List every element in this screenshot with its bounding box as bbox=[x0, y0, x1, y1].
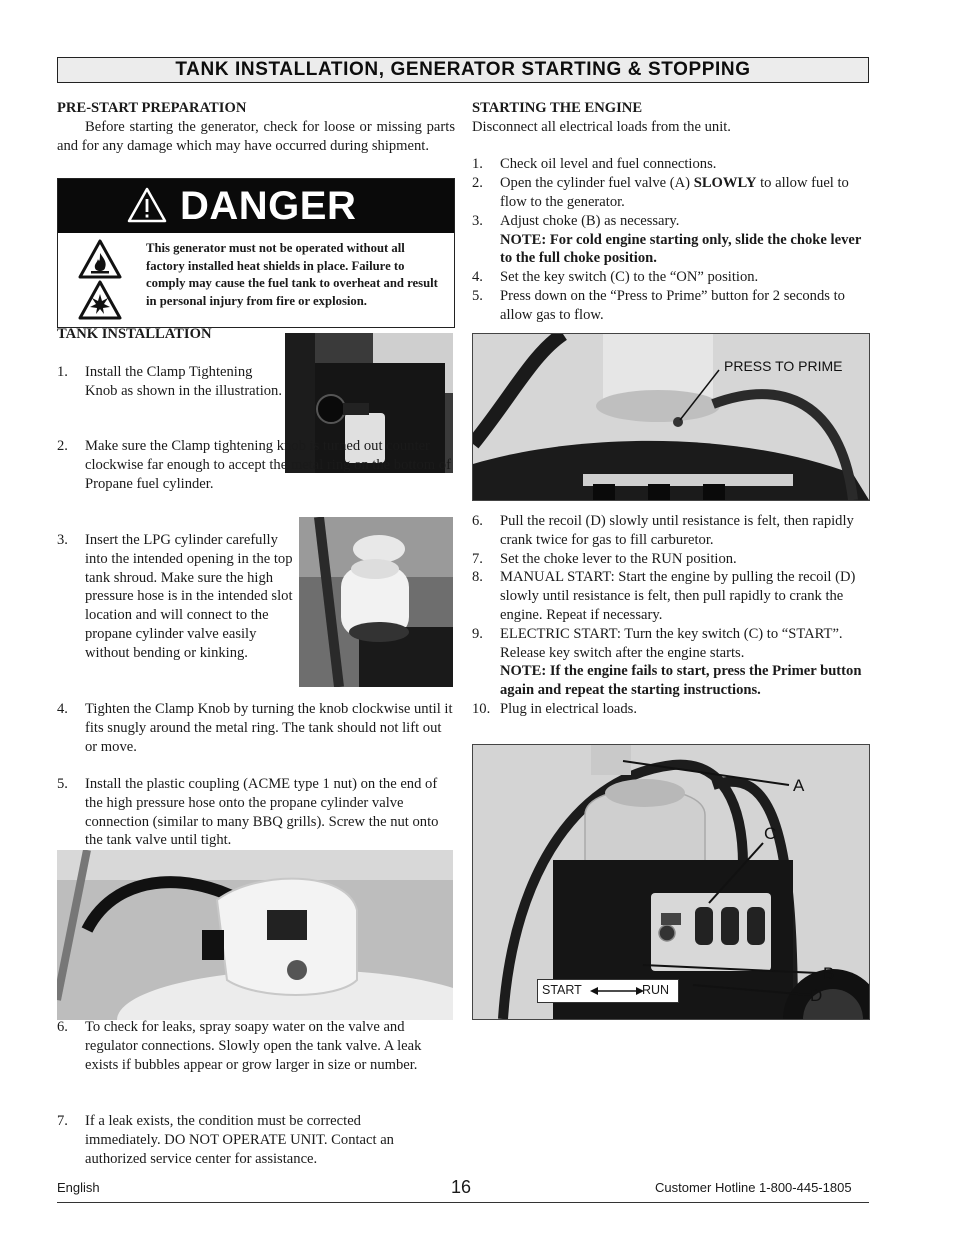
step-text: Set the choke lever to the RUN position. bbox=[500, 550, 737, 567]
prestart-heading: PRE-START PREPARATION bbox=[57, 100, 247, 116]
start-step bbox=[472, 155, 870, 174]
step-number: 8. bbox=[472, 569, 483, 586]
prestart-section bbox=[57, 99, 455, 155]
step-text: Tighten the Clamp Knob by turning the knob clockwise until it fits snugly around the metal ring. The tank should not lift out or move. bbox=[85, 701, 453, 755]
step-number: 5. bbox=[57, 776, 68, 792]
start-step bbox=[472, 287, 870, 325]
section-title-bar bbox=[57, 57, 869, 83]
starting-steps-a bbox=[472, 155, 870, 324]
step-text: If a leak exists, the condition must be corrected immediately. DO NOT OPERATE UNIT. Contact an authorized service center for assistance. bbox=[85, 1113, 394, 1167]
step-number: 6. bbox=[472, 513, 483, 529]
page-title: TANK INSTALLATION, GENERATOR STARTING & STOPPING bbox=[175, 59, 751, 80]
step-text: Adjust choke (B) as necessary. bbox=[500, 212, 680, 229]
start-step bbox=[472, 550, 870, 569]
generator-controls-photo bbox=[472, 744, 870, 1020]
tank-step-2 bbox=[57, 437, 452, 493]
step-number: 9. bbox=[472, 625, 483, 642]
step-number: 3. bbox=[472, 212, 483, 229]
step-text: Open the cylinder fuel valve (A) bbox=[500, 175, 694, 192]
step-text: Check oil level and fuel connections. bbox=[500, 156, 717, 173]
lpg-cylinder-photo bbox=[299, 517, 453, 687]
step-text: MANUAL START: Start the engine by pulling the recoil (D) slowly until resistance is felt, then pull rapidly to crank the engine. Repeat if necessary. bbox=[500, 569, 856, 623]
warning-triangle-icon bbox=[126, 186, 168, 224]
step-emphasis: SLOWLY bbox=[693, 175, 757, 192]
start-step bbox=[472, 512, 870, 550]
step-text: Make sure the Clamp tightening knob is turned out counter clockwise far enough to accept the metal ring on the bottom of Propane fuel cylinder. bbox=[85, 438, 451, 492]
step-text: Install the plastic coupling (ACME type 1 nut) on the end of the high pressure hose onto the propane cylinder valve connection (similar to many BBQ grills). Screw the nut onto the tank valve until tight. bbox=[85, 776, 439, 849]
step-number: 1. bbox=[57, 364, 68, 380]
starting-steps-b bbox=[472, 512, 870, 719]
start-step bbox=[472, 625, 870, 700]
danger-text: This generator must not be operated without all factory installed heat shields in place. Failure to comply may cause the fuel tank to overheat and result in personal injury from fire or explosion. bbox=[146, 241, 438, 308]
start-step bbox=[472, 700, 870, 719]
starting-heading: STARTING THE ENGINE bbox=[472, 100, 643, 116]
press-to-prime-label: PRESS TO PRIME bbox=[724, 358, 843, 374]
start-step bbox=[472, 174, 870, 212]
step-text: Set the key switch (C) to the “ON” position. bbox=[500, 269, 759, 286]
step-number: 6. bbox=[57, 1019, 68, 1035]
footer-hotline: Customer Hotline 1-800-445-1805 bbox=[655, 1180, 852, 1195]
starting-section bbox=[472, 99, 870, 325]
starting-intro: Disconnect all electrical loads from the unit. bbox=[472, 118, 731, 135]
choke-run-label: RUN bbox=[642, 983, 670, 997]
step-text: ELECTRIC START: Turn the key switch (C) to “START”. Release key switch after the engine starts. bbox=[500, 625, 843, 661]
start-step bbox=[472, 212, 870, 268]
step-number: 4. bbox=[472, 269, 483, 286]
callout-c: C bbox=[764, 824, 777, 843]
explosion-hazard-icon bbox=[78, 280, 122, 320]
step-number: 5. bbox=[472, 287, 483, 304]
step-text: To check for leaks, spray soapy water on the valve and regulator connections. Slowly open the tank valve. A leak exists if bubbles appear or grow larger in size or number. bbox=[85, 1019, 422, 1073]
step-note: NOTE: For cold engine starting only, slide the choke lever to the full choke position. bbox=[500, 231, 862, 267]
tank-step-6 bbox=[57, 1018, 452, 1074]
starting-steps-b-section bbox=[472, 512, 870, 719]
step-number: 3. bbox=[57, 532, 68, 548]
prestart-body: Before starting the generator, check for loose or missing parts and for any damage which may have occurred during shipment. bbox=[57, 118, 455, 154]
callout-d: D bbox=[810, 986, 823, 1005]
step-number: 7. bbox=[57, 1113, 68, 1129]
danger-header bbox=[58, 179, 454, 233]
step-number: 4. bbox=[57, 701, 68, 717]
step-number: 2. bbox=[57, 438, 68, 454]
double-arrow-icon bbox=[590, 986, 644, 996]
footer-language: English bbox=[57, 1180, 100, 1195]
start-step bbox=[472, 568, 870, 624]
page-number: 16 bbox=[451, 1177, 472, 1197]
step-text: Plug in electrical loads. bbox=[500, 700, 637, 717]
step-text: Insert the LPG cylinder carefully into the intended opening in the top tank shroud. Make sure the high pressure hose is in the intended slot location and will connect to the propane cylinder valve easily without bending or kinking. bbox=[85, 532, 293, 661]
tank-step-3 bbox=[57, 531, 297, 663]
step-number: 10. bbox=[472, 700, 491, 717]
fire-hazard-icon bbox=[78, 239, 122, 279]
step-text: Pull the recoil (D) slowly until resistance is felt, then rapidly crank twice for gas to fill carburetor. bbox=[500, 513, 854, 548]
hose-coupling-photo bbox=[57, 850, 453, 1020]
tank-step-1 bbox=[57, 363, 282, 401]
danger-box bbox=[57, 178, 455, 328]
choke-start-label: START bbox=[542, 983, 582, 997]
step-number: 1. bbox=[472, 156, 483, 173]
footer-divider bbox=[57, 1202, 869, 1203]
press-to-prime-photo bbox=[472, 333, 870, 501]
step-text: Install the Clamp Tightening Knob as shown in the illustration. bbox=[85, 364, 283, 399]
callout-a: A bbox=[793, 776, 805, 795]
tank-heading: TANK INSTALLATION bbox=[57, 326, 212, 342]
step-note: NOTE: If the engine fails to start, press the Primer button again and repeat the starting instructions. bbox=[500, 663, 862, 699]
step-number: 2. bbox=[472, 175, 483, 192]
tank-step-5 bbox=[57, 775, 455, 850]
step-text: to allow fuel to flow to the generator. bbox=[500, 175, 849, 210]
step-number: 7. bbox=[472, 550, 483, 567]
choke-label-box bbox=[537, 979, 679, 1003]
danger-label: DANGER bbox=[180, 184, 357, 228]
tank-step-4 bbox=[57, 700, 455, 756]
step-text: Press down on the “Press to Prime” button for 2 seconds to allow gas to flow. bbox=[500, 287, 845, 323]
callout-b: B bbox=[823, 964, 835, 983]
tank-step-7 bbox=[57, 1112, 427, 1168]
start-step bbox=[472, 268, 870, 287]
